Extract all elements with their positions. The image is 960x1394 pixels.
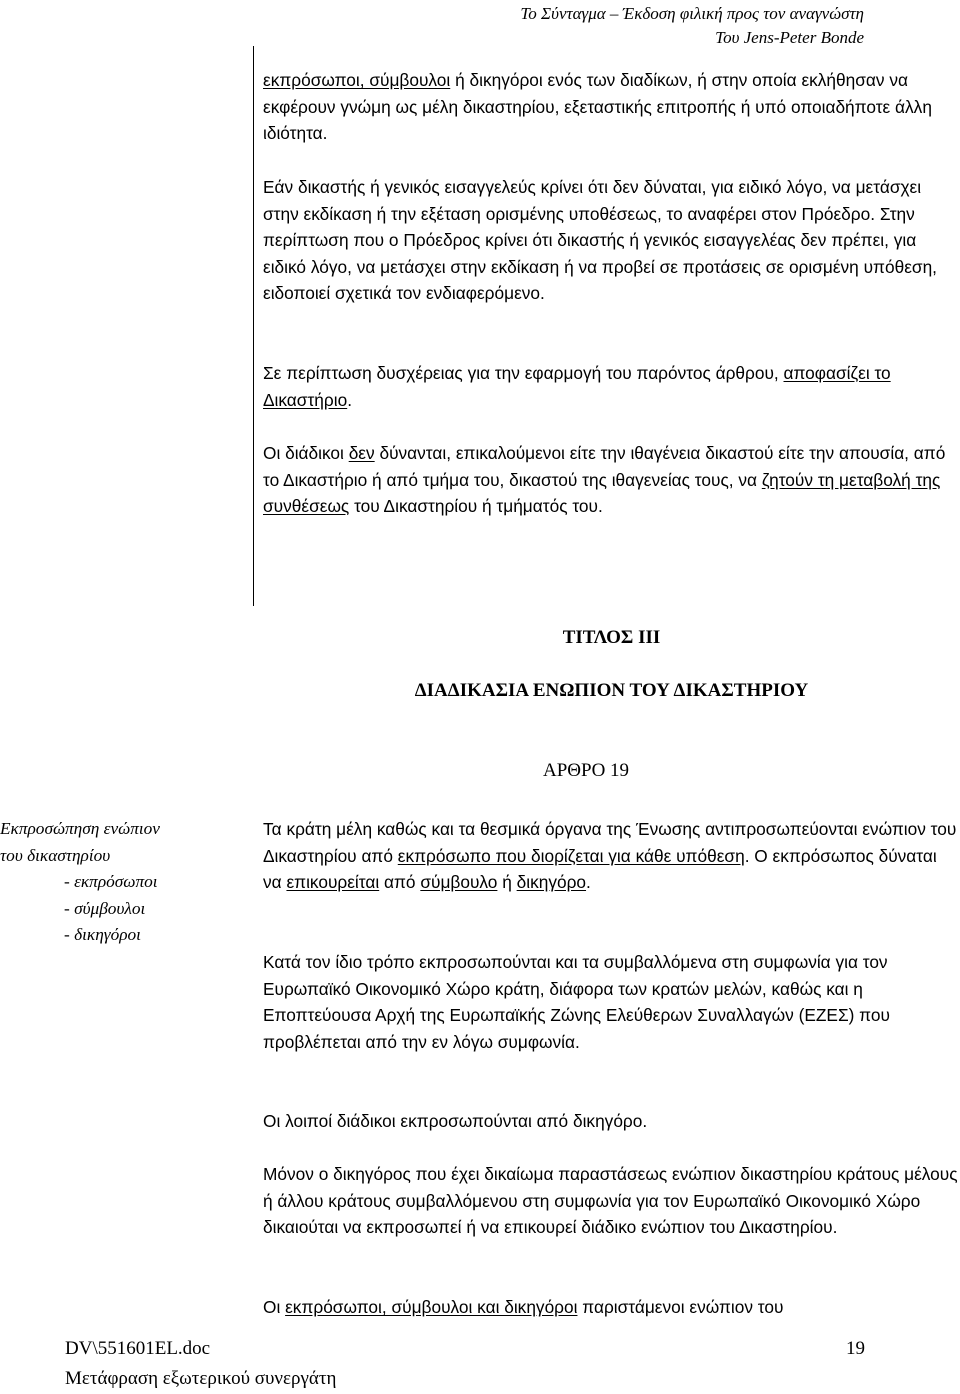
underlined-text: ζητούν τη μεταβολή της συνθέσεως <box>263 469 941 517</box>
paragraph-text: Μόνον ο δικηγόρος που έχει δικαίωμα παραστάσεως ενώπιον δικαστηρίου κράτους μέλους ή άλλου κράτους συμβαλλόμενου στη συμφωνία για τον Ευρωπαϊκό Οικονομικό Χώρο δικαιούται να εκπροσωπεί ή να επικουρεί διάδικο ενώπιον του Δικαστηρίου. <box>263 1164 958 1238</box>
paragraph-text: . <box>586 872 591 893</box>
underlined-text: σύμβουλο <box>420 872 498 893</box>
paragraph-text: Οι <box>263 1297 286 1317</box>
paragraph-4 <box>263 440 960 520</box>
paragraph-text: . Ο εκπρόσωπος δύναται να <box>263 845 937 893</box>
margin-note-item: - εκπρόσωποι <box>64 872 158 892</box>
footer-note: Μετάφραση εξωτερικού συνεργάτη <box>65 1368 337 1389</box>
footer-doc-name: DV\551601EL.doc <box>65 1338 211 1359</box>
margin-note <box>0 816 248 949</box>
underlined-text: εκπρόσωπο που διορίζεται για κάθε υπόθεση <box>397 845 745 866</box>
margin-note-item: - δικηγόροι <box>64 925 141 945</box>
paragraph-7 <box>263 1108 960 1135</box>
paragraph-8 <box>263 1161 960 1241</box>
paragraph-text: Οι λοιποί διάδικοι εκπροσωπούνται από δικηγόρο. <box>263 1111 648 1131</box>
paragraph-text: ή <box>497 872 517 893</box>
paragraph-text: . <box>347 389 352 410</box>
paragraph-text: του Δικαστηρίου ή τμήματός του. <box>349 496 603 517</box>
margin-note-line: Εκπροσώπηση ενώπιον <box>0 819 160 838</box>
underlined-text: επικουρείται <box>286 872 380 893</box>
paragraph-text: Τα κράτη μέλη καθώς και τα θεσμικά όργανα της Ένωσης αντιπροσωπεύονται ενώπιον του Δικαστηρίου από <box>263 819 957 866</box>
header-author: Του Jens-Peter Bonde <box>715 28 864 47</box>
underlined-text: εκπρόσωποι, σύμβουλοι <box>263 70 451 90</box>
paragraph-text: δύνανται, επικαλούμενοι είτε την ιθαγένεια δικαστού είτε την απουσία, από το Δικαστήριο ή από τμήμα του, δικαστού της ιθαγενείας τους, να <box>263 443 946 490</box>
paragraph-6 <box>263 949 960 1055</box>
underlined-text: δεν <box>348 443 375 463</box>
paragraph-3 <box>263 360 960 413</box>
header-title: Το Σύνταγμα – Έκδοση φιλική προς τον αναγνώστη <box>520 4 864 23</box>
paragraph-text: Σε περίπτωση δυσχέρειας για την εφαρμογή του παρόντος άρθρου, <box>263 363 784 383</box>
underlined-text: αποφασίζει το Δικαστήριο <box>263 363 891 410</box>
underlined-text: δικηγόρο <box>516 872 587 893</box>
underlined-text: εκπρόσωποι, σύμβουλοι και δικηγόροι <box>285 1297 578 1317</box>
section-title: ΤΙΤΛΟΣ ΙΙΙ <box>562 627 661 648</box>
paragraph-5 <box>263 816 960 896</box>
paragraph-text: από <box>379 872 421 893</box>
paragraph-9 <box>263 1294 960 1321</box>
paragraph-text: παριστάμενοι ενώπιον του <box>577 1297 784 1317</box>
page-footer <box>65 1334 865 1394</box>
margin-note-line: του δικαστηρίου <box>0 845 111 865</box>
paragraph-text: Εάν δικαστής ή γενικός εισαγγελεύς κρίνει ότι δεν δύναται, για ειδικό λόγο, να μετάσχει στην εκδίκαση ή την εξέταση ορισμένης υποθέσεως, το αναφέρει στον Πρόεδρο. Στην περίπτωση που ο Πρόεδρος κρίνει ότι δικαστής ή γενικός εισαγγελέας δεν πρέπει, για ειδικό λόγο, να μετάσχει στην εκδίκαση ή να προβεί σε προτάσεις σε ορισμένη υπόθεση, ειδοποιεί σχετικά τον ενδιαφερόμενο. <box>263 177 937 304</box>
paragraph-text: ή δικηγόροι ενός των διαδίκων, ή στην οποία εκλήθησαν να εκφέρουν γνώμη ως μέλη δικαστηρίου, εξεταστικής επιτροπής ή υπό οποιαδήποτε άλλη ιδιότητα. <box>263 70 932 144</box>
article-heading: ΑΡΘΡΟ 19 <box>543 760 630 781</box>
page-header <box>444 2 864 50</box>
margin-note-item: - σύμβουλοι <box>64 898 146 918</box>
section-subtitle: ΔΙΑΔΙΚΑΣΙΑ ΕΝΩΠΙΟΝ ΤΟΥ ΔΙΚΑΣΤΗΡΙΟΥ <box>414 680 809 701</box>
paragraph-text: Κατά τον ίδιο τρόπο εκπροσωπούνται και τα συμβαλλόμενα στη συμφωνία για τον Ευρωπαϊκό Οικονομικό Χώρο κράτη, διάφορα των κρατών μελών, καθώς και η Εποπτεύουσα Αρχή της Ευρωπαϊκής Ζώνης Ελεύθερων Συναλλαγών (ΕΖΕΣ) που προβλέπεται από την εν λόγω συμφωνία. <box>263 952 890 1052</box>
paragraph-text: Οι διάδικοι <box>263 443 349 463</box>
paragraph-2 <box>263 174 960 307</box>
margin-divider-line <box>253 46 254 606</box>
paragraph-1 <box>263 67 960 147</box>
page-number: 19 <box>846 1338 865 1359</box>
